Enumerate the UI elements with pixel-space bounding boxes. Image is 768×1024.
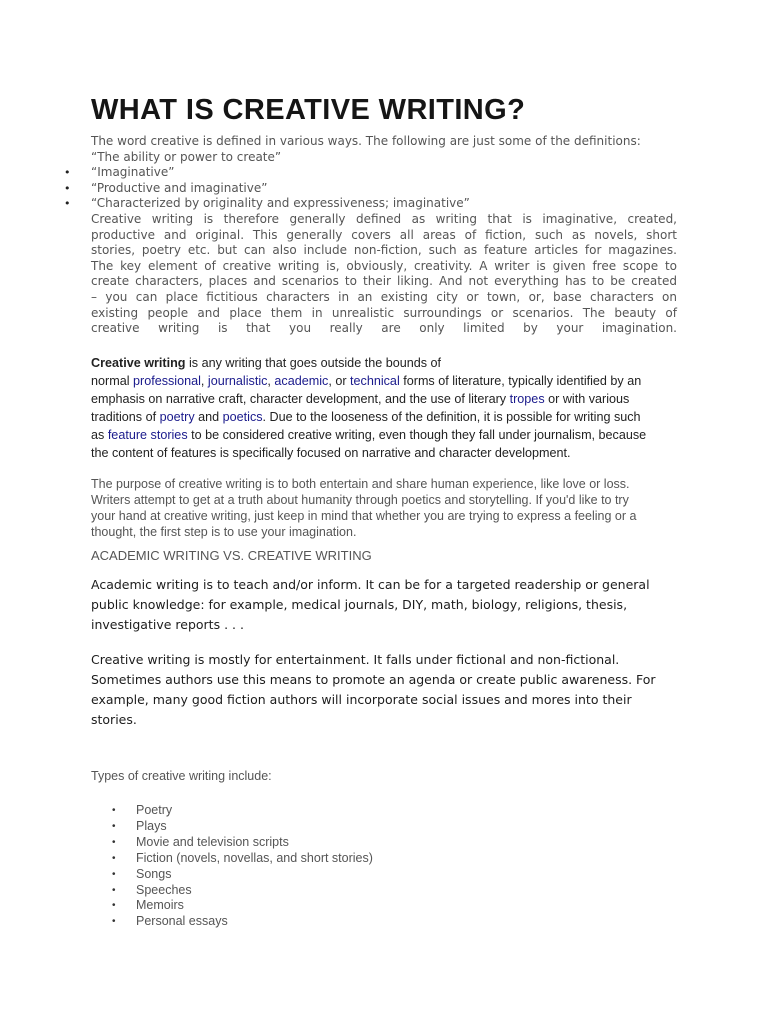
bullet-icon: • <box>112 820 116 832</box>
list-item: • Fiction (novels, novellas, and short stories) <box>112 850 373 865</box>
bullet-icon: • <box>64 166 71 180</box>
definition-line: Creative writing is any writing that goes outside the bounds of <box>91 356 442 370</box>
section-heading: ACADEMIC WRITING VS. CREATIVE WRITING <box>91 548 372 563</box>
bullet-icon: • <box>112 805 116 816</box>
purpose-line: thought, the first step is to use your imagination. <box>91 525 357 539</box>
paragraph-line: example, many good fiction authors will incorporate social issues and mores into their <box>91 692 632 707</box>
creative-paragraph <box>91 650 681 730</box>
bullet-icon: • <box>112 900 116 912</box>
purpose-paragraph <box>91 476 671 540</box>
definition-line: the content of features is specifically focused on narrative and character development. <box>91 446 571 460</box>
list-item: • “Imaginative” <box>64 165 175 180</box>
bullet-icon: • <box>112 836 116 848</box>
bold-term: Creative writing <box>91 356 186 370</box>
academic-paragraph <box>91 575 681 635</box>
definition-list <box>64 165 677 212</box>
definitions-section <box>64 134 677 337</box>
intro-line: The word creative is defined in various ways. The following are just some of the definitions: <box>91 134 641 148</box>
purpose-line: your hand at creative writing, just keep in mind that whether you are trying to express a feeling or a <box>91 509 637 523</box>
paragraph-line: Creative writing is mostly for entertainment. It falls under fictional and non-fictional. <box>91 652 620 667</box>
link-poetics[interactable]: poetics <box>222 410 263 424</box>
list-item: • “Productive and imaginative” <box>64 180 268 195</box>
bullet-icon: • <box>64 181 71 195</box>
list-item: • Songs <box>112 866 172 881</box>
bullet-icon: • <box>112 852 116 864</box>
list-item: • Memoirs <box>112 898 184 913</box>
paragraph-line: Academic writing is to teach and/or inform. It can be for a targeted readership or general <box>91 577 650 592</box>
creative-writing-definition <box>91 354 681 462</box>
paragraph-line: public knowledge: for example, medical journals, DIY, math, biology, religions, thesis, <box>91 597 628 612</box>
purpose-line: Writers attempt to get at a truth about humanity through poetics and storytelling. If you'd like to try <box>91 493 629 507</box>
body-line: stories, poetry etc. but can also include non-fiction, such as feature articles for magazines. <box>91 243 677 258</box>
definition-line: as feature stories to be considered creative writing, even though they fall under journalism, because <box>91 428 647 442</box>
paragraph-line: Sometimes authors use this means to promote an agenda or create public awareness. For <box>91 672 656 687</box>
link-feature-stories[interactable]: feature stories <box>107 428 188 442</box>
body-line: The key element of creative writing is, obviously, creativity. A writer is given free scope to <box>91 258 677 273</box>
link-tropes[interactable]: tropes <box>509 392 545 406</box>
list-item: • “Characterized by originality and expressiveness; imaginative” <box>64 196 470 211</box>
list-item: • Speeches <box>112 882 192 897</box>
types-intro: Types of creative writing include: <box>91 769 272 783</box>
body-line: create characters, places and scenarios to their liking. And not everything has to be created <box>91 274 677 289</box>
bullet-icon: • <box>112 868 116 880</box>
link-technical[interactable]: technical <box>350 374 400 388</box>
link-academic[interactable]: academic <box>274 374 329 388</box>
definition-line: traditions of poetry and poetics. Due to the looseness of the definition, it is possible for writing such <box>91 410 641 424</box>
list-item: • Poetry <box>112 803 173 817</box>
bullet-icon: • <box>112 884 116 896</box>
paragraph-line: stories. <box>91 712 137 727</box>
list-item: • Plays <box>112 818 167 833</box>
purpose-line: The purpose of creative writing is to both entertain and share human experience, like love or loss. <box>91 477 630 491</box>
types-list <box>112 803 373 930</box>
link-poetry[interactable]: poetry <box>159 410 195 424</box>
bullet-icon: • <box>112 916 116 928</box>
body-line: existing people and place them in unrealistic surroundings or scenarios. The beauty of <box>91 305 677 320</box>
list-item: • Personal essays <box>112 914 228 929</box>
definition-quote: “The ability or power to create” <box>91 149 282 164</box>
paragraph-line: investigative reports . . . <box>91 617 244 632</box>
body-line: productive and original. This generally covers all areas of fiction, such as novels, short <box>91 227 677 242</box>
body-line: – you can place fictitious characters in an existing city or town, or, base characters on <box>91 289 677 304</box>
link-professional[interactable]: professional <box>133 374 201 388</box>
definition-line: emphasis on narrative craft, character development, and the use of literary tropes or with various <box>91 392 630 406</box>
body-line: creative writing is that you really are only limited by your imagination. <box>91 321 677 336</box>
bullet-icon: • <box>64 197 71 211</box>
body-line: Creative writing is therefore generally defined as writing that is imaginative, created, <box>91 211 677 226</box>
page-title: WHAT IS CREATIVE WRITING? <box>91 94 526 126</box>
list-item: • Movie and television scripts <box>112 834 289 849</box>
link-journalistic[interactable]: journalistic <box>207 374 268 388</box>
definition-line: normal professional, journalistic, academic, or technical forms of literature, typically identified by an <box>91 374 642 388</box>
